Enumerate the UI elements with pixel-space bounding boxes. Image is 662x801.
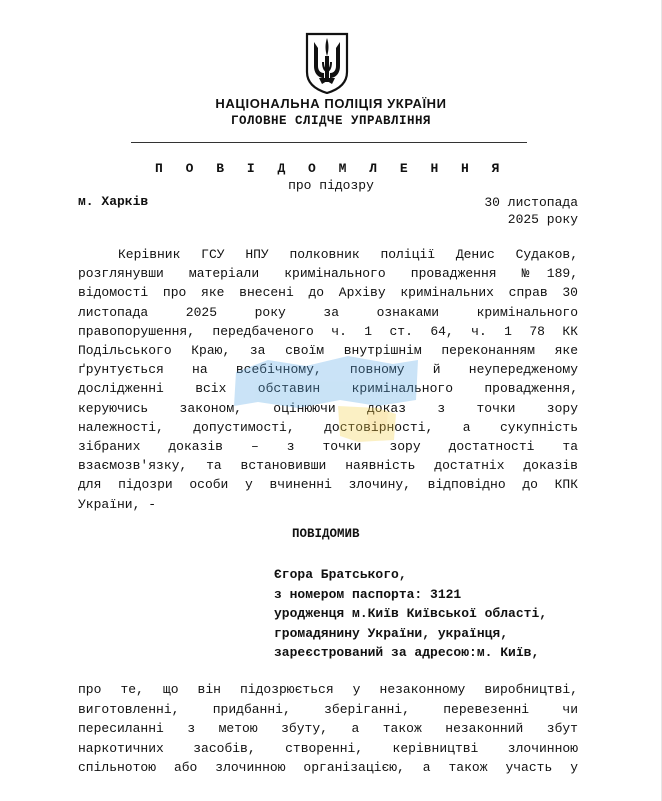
issue-date-year: 2025 року <box>507 212 578 227</box>
body-line: ґрунтується на всебічному, повному й неупередженому <box>78 362 578 378</box>
charge-line: пересиланні з метою збуту, а також незаконний збут <box>78 721 578 736</box>
issue-city: м. Харків <box>78 194 149 209</box>
charge-line: виготовленні, придбанні, зберіганні, перевезенні чи <box>78 701 578 717</box>
suspect-address: зареєстрований за адресою:м. Київ, <box>274 645 540 660</box>
suspect-passport: з номером паспорта: 3121 <box>274 586 462 602</box>
body-line: розглянувши матеріали кримінального провадження №189, <box>78 266 578 282</box>
suspect-details <box>274 565 547 663</box>
document-subtitle: про підозру <box>288 178 374 193</box>
body-line: листопада 2025 року за ознаками кримінального <box>78 304 578 320</box>
body-line: взаємозв'язку, та встановивши наявність достатніх доказів <box>78 458 578 474</box>
body-line: належності, допустимості, достовірності, а сукупність <box>78 419 578 435</box>
body-line: для підозри особи у вчиненні злочину, відповідно до КПК <box>78 477 578 493</box>
document-title: П О В І Д О М Л Е Н Н Я <box>155 161 507 176</box>
header-divider <box>131 142 527 143</box>
charge-paragraph <box>78 680 578 778</box>
suspect-citizenship: громадянину України, українця, <box>274 625 509 641</box>
issue-date-day: 30 листопада <box>484 195 578 210</box>
charge-line: наркотичних засобів, створенні, керівництві злочинною <box>78 740 578 756</box>
suspect-birthplace: уродженця м.Київ Київської області, <box>274 606 548 621</box>
suspect-name: Єгора Братського, <box>274 567 407 582</box>
body-line: відомості про яке внесені до Архіву кримінальних справ 30 <box>78 285 578 301</box>
issue-date <box>440 194 578 228</box>
organization-name: НАЦІОНАЛЬНА ПОЛІЦІЯ УКРАЇНИ <box>215 96 447 111</box>
body-line: України, - <box>78 496 157 512</box>
trident-coat-of-arms-icon <box>304 32 350 94</box>
body-line: Керівник ГСУ НПУ полковник поліції Денис Судаков, <box>118 247 578 262</box>
department-name: ГОЛОВНЕ СЛІДЧЕ УПРАВЛІННЯ <box>230 114 432 128</box>
body-line: Подільського Краю, за своїм внутрішнім переконанням яке <box>78 343 578 359</box>
body-line: правопорушення, передбаченого ч. 1 ст. 64, ч. 1 78 КК <box>78 323 578 339</box>
body-line: зібраних доказів – з точки зору достатності та <box>78 439 578 455</box>
charge-line: про те, що він підозрюється у незаконному виробництві, <box>78 682 578 697</box>
body-line: дослідженні всіх обставин кримінального провадження, <box>78 381 578 397</box>
notified-heading: ПОВІДОМИВ <box>292 527 360 541</box>
charge-line: спільнотою або злочинною організацією, а також участь у <box>78 760 578 775</box>
body-paragraph <box>78 245 578 514</box>
body-line: керуючись законом, оцінюючи доказ з точки зору <box>78 400 578 416</box>
